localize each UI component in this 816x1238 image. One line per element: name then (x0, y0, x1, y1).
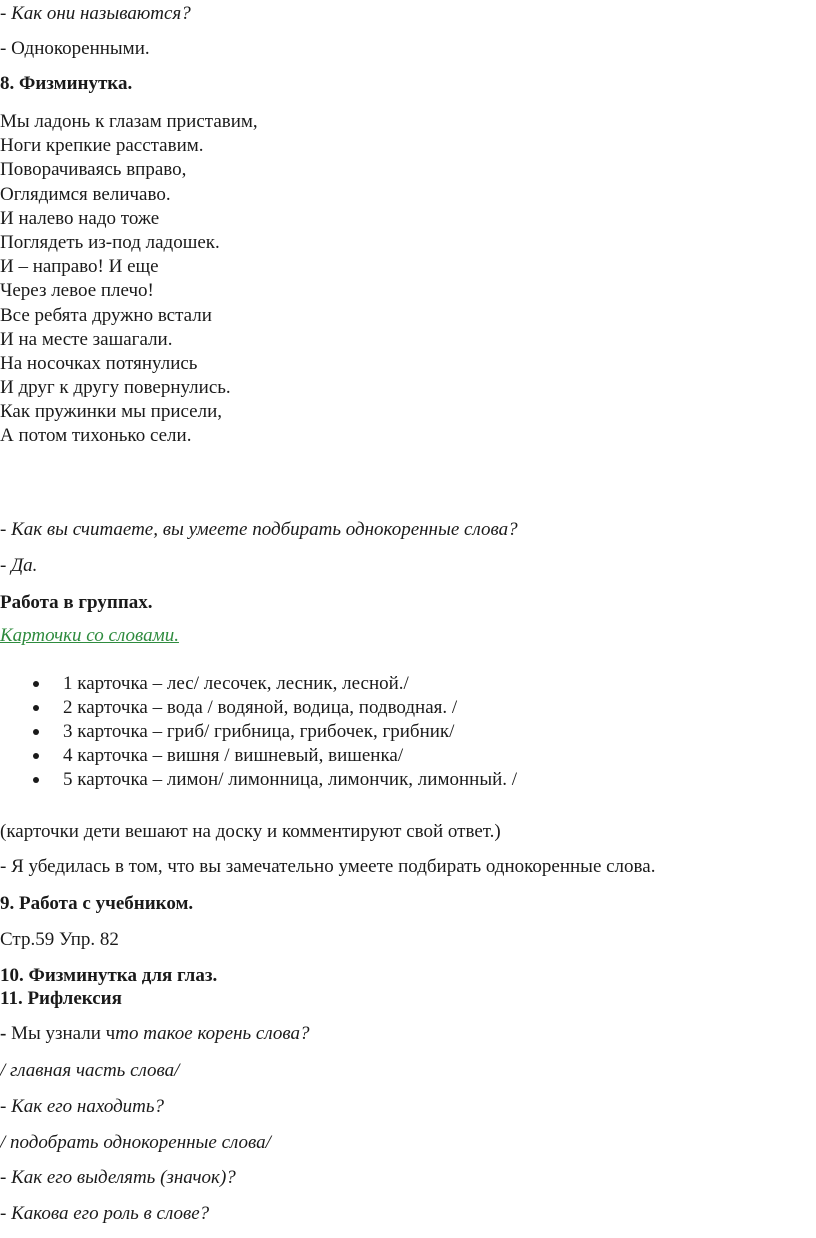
poem-line: Поглядеть из-под ладошек. (0, 231, 220, 253)
poem-line: И друг к другу повернулись. (0, 377, 231, 399)
textbook-reference: Стр.59 Упр. 82 (0, 929, 119, 950)
poem-line: Все ребята дружно встали (0, 304, 212, 326)
section-heading-10: 10. Физминутка для глаз. (0, 965, 218, 986)
cards-note: (карточки дети вешают на доску и комментируют свой ответ.) (0, 821, 501, 842)
reflection-question: - Какова его роль в слове? (0, 1203, 210, 1224)
reflection-question: - Как его выделять (значок)? (0, 1167, 236, 1188)
bullet-icon (33, 705, 39, 711)
poem-line: Оглядимся величаво. (0, 183, 171, 205)
reflection-answer: / главная часть слова/ (0, 1060, 180, 1081)
question-line: - Как они называются? (0, 3, 191, 24)
answer-line: - Однокоренными. (0, 38, 150, 59)
poem-line: Через левое плечо! (0, 280, 154, 302)
reflection-answer: / подобрать однокоренные слова/ (0, 1132, 271, 1153)
section-heading-11: 11. Рифлексия (0, 988, 122, 1009)
poem-line: И – направо! И еще (0, 256, 159, 278)
poem-line: Мы ладонь к глазам приставим, (0, 111, 258, 132)
card-text: 4 карточка – вишня / вишневый, вишенка/ (63, 745, 404, 766)
card-text: 2 карточка – вода / водяной, водица, подводная. / (63, 697, 458, 718)
poem-block (0, 110, 258, 449)
cards-link-line (0, 624, 179, 648)
teacher-note: - Я убедилась в том, что вы замечательно умеете подбирать однокоренные слова. (0, 856, 656, 877)
poem-line: Как пружинки мы присели, (0, 401, 222, 423)
question-plain-part: Мы узнали ч (11, 1023, 116, 1044)
card-text: 5 карточка – лимон/ лимонница, лимончик, лимонный. / (63, 769, 518, 790)
card-text: 1 карточка – лес/ лесочек, лесник, лесной./ (63, 673, 409, 694)
section-heading-8: 8. Физминутка. (0, 73, 133, 94)
section-heading-9: 9. Работа с учебником. (0, 893, 194, 914)
cards-link[interactable]: Карточки со словами. (0, 625, 179, 646)
dash-prefix: - (0, 1023, 12, 1044)
question-line: - Как вы считаете, вы умеете подбирать однокоренные слова? (0, 519, 518, 540)
poem-line: Ноги крепкие расставим. (0, 135, 204, 157)
poem-line: И налево надо тоже (0, 207, 160, 229)
poem-line: Поворачиваясь вправо, (0, 159, 187, 181)
question-italic-part: то такое корень слова? (115, 1023, 310, 1044)
bullet-icon (33, 753, 39, 759)
reflection-question: - Как его находить? (0, 1096, 165, 1117)
reflection-question (0, 1022, 309, 1046)
bullet-icon (33, 681, 39, 687)
group-work-heading: Работа в группах. (0, 592, 153, 613)
poem-line: А потом тихонько сели. (0, 425, 192, 447)
answer-line: - Да. (0, 555, 38, 576)
bullet-icon (33, 777, 39, 783)
poem-line: На носочках потянулись (0, 352, 198, 374)
bullet-icon (33, 729, 39, 735)
card-text: 3 карточка – гриб/ грибница, грибочек, грибник/ (63, 721, 455, 742)
poem-line: И на месте зашагали. (0, 328, 173, 350)
